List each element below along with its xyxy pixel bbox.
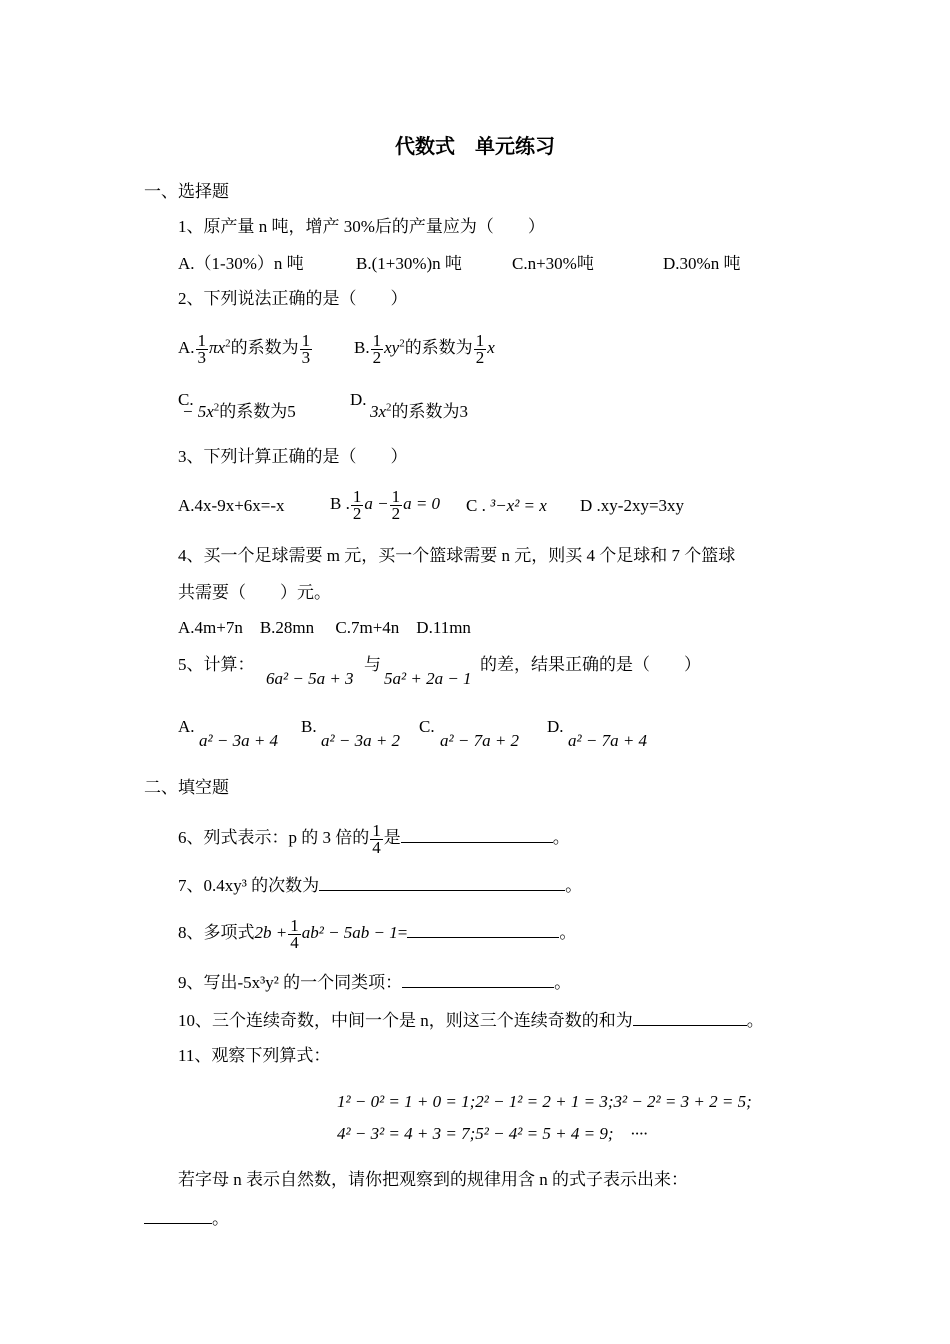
denominator: 2 <box>391 503 401 523</box>
q8-text: 8、多项式 <box>178 923 255 942</box>
answer-blank-6[interactable] <box>401 827 553 843</box>
question-11-stem: 11、观察下列算式： <box>178 1046 331 1065</box>
q3-c-label: C . <box>466 496 486 515</box>
q11-end: 。 <box>212 1209 229 1228</box>
question-4-stem-line2: 共需要（ ）元。 <box>178 583 331 602</box>
fraction-one-third-b <box>300 330 313 367</box>
numerator: 1 <box>372 820 381 840</box>
q9-text: 9、写出-5x³y² 的一个同类项： <box>178 973 403 992</box>
denominator: 4 <box>290 932 299 952</box>
q6-end: 。 <box>552 828 570 847</box>
term: ³−x² = x <box>490 496 547 515</box>
q2-option-a <box>178 330 313 366</box>
q3-option-d: D .xy-2xy=3xy <box>580 496 685 515</box>
q2-option-b <box>354 330 495 366</box>
term: πx <box>209 338 226 357</box>
q1-option-b: B.(1+30%)n 吨 <box>356 254 462 273</box>
q1-option-d: D.30%n 吨 <box>663 254 741 273</box>
value: 3 <box>459 402 469 421</box>
question-3-stem: 3、下列计算正确的是（ ） <box>178 447 408 466</box>
term: 3x <box>370 402 387 421</box>
q1-option-a: A.（1-30%）n 吨 <box>178 254 304 273</box>
answer-blank-10[interactable] <box>633 1010 747 1026</box>
q8-end: 。 <box>559 923 577 942</box>
denominator: 4 <box>372 837 381 857</box>
equals: = <box>397 923 408 942</box>
term: − 5x <box>182 402 214 421</box>
q4-options: A.4m+7n B.28mn C.7m+4n D.11mn <box>178 618 471 637</box>
fraction-one-half <box>351 486 364 523</box>
q5-pre: 5、计算： <box>178 655 255 674</box>
q5-b-label: B. <box>301 717 317 736</box>
value: 5 <box>287 402 296 421</box>
q5-c-label: C. <box>419 717 435 736</box>
q5-expr2: 5a² + 2a − 1 <box>384 669 472 688</box>
coef-text: 的系数为 <box>230 338 299 357</box>
q5-option-d: a² − 7a + 4 <box>568 731 648 750</box>
denominator: 3 <box>197 347 207 367</box>
fraction-one-half <box>371 330 384 367</box>
exponent: 2 <box>386 401 392 414</box>
coef-text: 的系数为 <box>404 338 473 357</box>
exponent: 2 <box>213 401 220 414</box>
q7-text: 7、0.4xy³ 的次数为 <box>178 876 320 895</box>
answer-blank-9[interactable] <box>402 972 554 988</box>
question-1-stem: 1、原产量 n 吨，增产 30%后的产量应为（ ） <box>178 217 545 236</box>
denominator: 2 <box>372 347 382 367</box>
term: a − <box>364 494 389 513</box>
coef-text: 的系数为 <box>219 402 288 421</box>
denominator: 2 <box>475 347 485 367</box>
question-2-stem: 2、下列说法正确的是（ ） <box>178 289 408 308</box>
q2-c-label: C. <box>178 390 194 409</box>
q3-option-b <box>330 486 440 522</box>
coef-text: 的系数为 <box>391 402 460 421</box>
numerator: 1 <box>475 330 485 350</box>
term-end: a = 0 <box>403 494 441 513</box>
q5-mid: 与 <box>364 655 381 674</box>
answer-blank-11[interactable] <box>144 1208 212 1224</box>
q2-option-c <box>182 402 296 422</box>
numerator: 1 <box>301 330 311 350</box>
question-4-stem-line1: 4、买一个足球需要 m 元，买一个篮球需要 n 元，则买 4 个足球和 7 个篮球 <box>178 546 736 565</box>
term: xy <box>384 338 400 357</box>
question-6 <box>178 818 570 858</box>
q9-end: 。 <box>554 973 572 992</box>
q2-a-label: A. <box>178 338 195 357</box>
q11-answer <box>144 1208 229 1229</box>
term-b: ab² − 5ab − 1 <box>301 923 398 942</box>
q10-end: 。 <box>746 1011 764 1030</box>
q11-equation-line2: 4² − 3² = 4 + 3 = 7;5² − 4² = 5 + 4 = 9; ···· <box>337 1124 648 1143</box>
fraction-one-half-b <box>474 330 487 367</box>
section-heading-fill: 二、填空题 <box>144 778 229 797</box>
numerator: 1 <box>290 915 299 935</box>
q5-option-b: a² − 3a + 2 <box>321 731 401 750</box>
answer-blank-8[interactable] <box>407 922 559 938</box>
q11-tail: 若字母 n 表示自然数，请你把观察到的规律用含 n 的式子表示出来： <box>178 1170 688 1189</box>
page-title: 代数式 单元练习 <box>395 136 555 158</box>
q10-text: 10、三个连续奇数，中间一个是 n，则这三个连续奇数的和为 <box>178 1011 633 1030</box>
section-heading-choice: 一、选择题 <box>144 182 229 201</box>
question-10 <box>178 1010 764 1031</box>
question-9 <box>178 972 571 993</box>
term: 2b + <box>254 923 288 942</box>
fraction-one-half-b <box>390 486 403 523</box>
q2-b-label: B. <box>354 338 370 357</box>
fraction-one-quarter <box>370 820 383 857</box>
q1-option-c: C.n+30%吨 <box>512 254 594 273</box>
q5-a-label: A. <box>178 717 195 736</box>
q3-option-a: A.4x-9x+6x=-x <box>178 496 285 515</box>
fraction-one-quarter <box>288 915 301 952</box>
numerator: 1 <box>352 486 362 506</box>
q6-post: 是 <box>383 828 401 847</box>
fraction-one-third <box>196 330 209 367</box>
question-7 <box>178 875 582 896</box>
numerator: 1 <box>391 486 401 506</box>
q2-option-d <box>370 402 468 422</box>
q7-end: 。 <box>565 876 583 895</box>
exponent: 2 <box>399 337 405 350</box>
term-x: x <box>487 338 495 357</box>
q5-d-label: D. <box>547 717 564 736</box>
q3-option-c <box>466 496 547 516</box>
denominator: 2 <box>352 503 362 523</box>
exponent: 2 <box>225 337 231 350</box>
q5-option-c: a² − 7a + 2 <box>440 731 520 750</box>
q5-post: 的差，结果正确的是（ ） <box>480 655 701 674</box>
q2-d-label: D. <box>350 390 367 409</box>
answer-blank-7[interactable] <box>319 875 565 891</box>
numerator: 1 <box>197 330 207 350</box>
question-8 <box>178 913 576 953</box>
numerator: 1 <box>372 330 382 350</box>
q6-text: 6、列式表示：p 的 3 倍的 <box>178 828 370 847</box>
denominator: 3 <box>301 347 311 367</box>
q5-expr1: 6a² − 5a + 3 <box>266 669 354 688</box>
q11-equation-line1: 1² − 0² = 1 + 0 = 1;2² − 1² = 2 + 1 = 3;3² − 2² = 3 + 2 = 5; <box>337 1092 752 1111</box>
q3-b-label: B . <box>330 494 350 513</box>
q5-option-a: a² − 3a + 4 <box>199 731 279 750</box>
